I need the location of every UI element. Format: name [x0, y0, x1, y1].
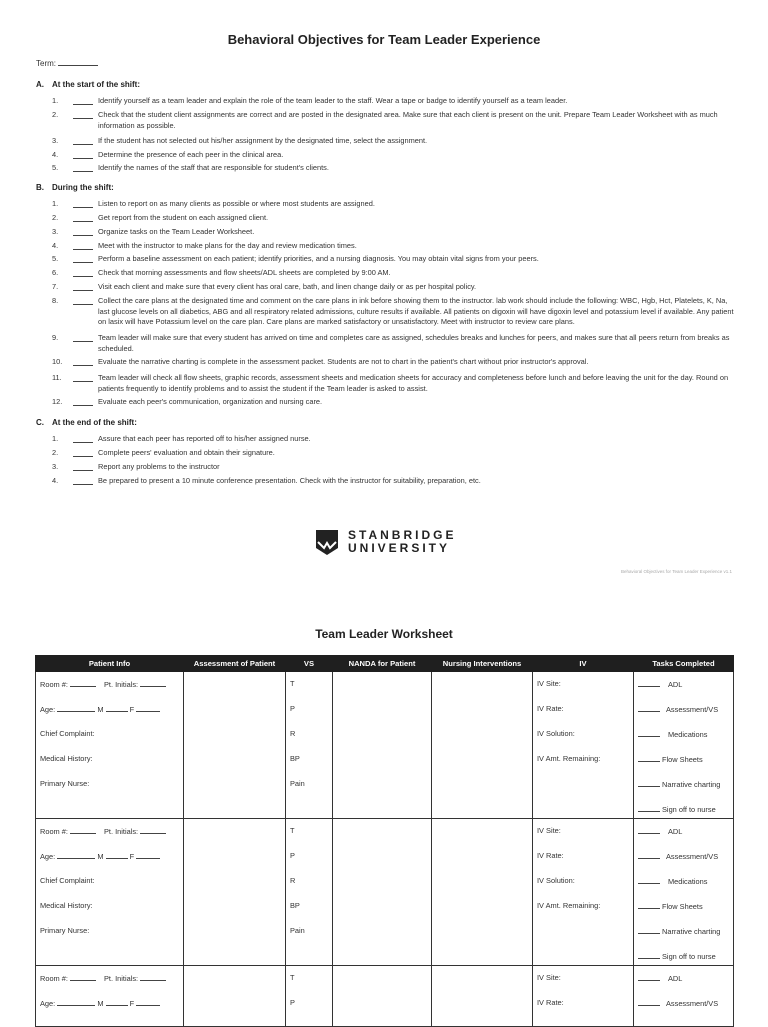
vs-label: P	[290, 998, 295, 1007]
column-header: Tasks Completed	[634, 656, 734, 672]
vs-label: Pain	[290, 926, 305, 935]
age-field[interactable]	[57, 998, 95, 1006]
task-checkoff-blank[interactable]	[638, 973, 660, 981]
task-checkoff-blank[interactable]	[638, 901, 660, 909]
cell-line	[40, 679, 166, 689]
worksheet-header-row	[36, 656, 734, 672]
cell-line	[638, 973, 682, 983]
cell-line	[638, 951, 716, 961]
column-header: VS	[286, 656, 333, 672]
section-letter: B.	[36, 183, 44, 192]
task-checkoff-blank[interactable]	[638, 729, 660, 737]
f-label: F	[129, 999, 135, 1008]
cell-line	[40, 998, 160, 1008]
task-item[interactable]	[638, 827, 682, 836]
vs-label: P	[290, 704, 295, 713]
worksheet-cell[interactable]	[36, 819, 184, 966]
logo-line-1: STANBRIDGE	[348, 528, 457, 542]
cell-line	[638, 754, 703, 764]
room-label: Room #:	[40, 827, 68, 836]
worksheet-cell[interactable]	[36, 672, 184, 819]
room-field[interactable]	[70, 973, 96, 981]
cell-line	[290, 998, 295, 1007]
cell-line	[537, 998, 564, 1007]
chief-complaint-label: Chief Complaint:	[40, 876, 95, 885]
item-number: 7.	[52, 282, 59, 291]
iv-label: IV Rate:	[537, 851, 564, 860]
section-heading-text: At the start of the shift:	[52, 80, 140, 89]
worksheet-row	[36, 966, 734, 1027]
item-text: Evaluate the narrative charting is complete in the assessment packet. Students are not to chart in the patient's chart without prior instructor's approval.	[98, 357, 589, 366]
task-item[interactable]	[638, 952, 716, 961]
iv-label: IV Amt. Remaining:	[537, 754, 601, 763]
task-label: ADL	[668, 827, 683, 836]
item-text: Report any problems to the instructor	[98, 462, 220, 471]
task-checkoff-blank[interactable]	[638, 951, 660, 959]
worksheet-title: Team Leader Worksheet	[315, 627, 453, 641]
room-label: Room #:	[40, 974, 68, 983]
task-item[interactable]	[638, 805, 716, 814]
cell-line	[40, 754, 93, 763]
task-label: Assessment/VS	[666, 999, 719, 1008]
worksheet-cell[interactable]	[333, 966, 432, 1027]
term-blank[interactable]	[58, 65, 98, 66]
task-label: Medications	[668, 730, 708, 739]
objective-item	[52, 357, 736, 368]
item-number: 9.	[52, 333, 59, 342]
worksheet-cell[interactable]	[634, 819, 734, 966]
checkoff-blank[interactable]	[73, 296, 93, 305]
task-checkoff-blank[interactable]	[638, 679, 660, 687]
item-text: Perform a baseline assessment on each patient; identify priorities, and a nursing diagnosis. You may obtain vital signs from your peers.	[98, 254, 539, 263]
cell-line	[290, 779, 305, 788]
item-text: Determine the presence of each peer in the clinical area.	[98, 150, 284, 159]
vs-label: T	[290, 973, 295, 982]
age-label: Age:	[40, 852, 56, 861]
worksheet-cell	[286, 819, 333, 966]
task-label: Narrative charting	[662, 927, 721, 936]
checkoff-blank[interactable]	[73, 373, 93, 382]
worksheet-cell[interactable]	[634, 672, 734, 819]
item-number: 11.	[52, 373, 62, 382]
objective-item	[52, 373, 736, 394]
item-number: 12.	[52, 397, 63, 406]
cell-line	[290, 826, 295, 835]
checkoff-blank[interactable]	[73, 241, 93, 250]
item-number: 3.	[52, 462, 59, 471]
task-label: ADL	[668, 680, 683, 689]
primary-nurse-label: Primary Nurse:	[40, 779, 90, 788]
initials-field[interactable]	[140, 679, 166, 687]
section-heading-text: At the end of the shift:	[52, 418, 137, 427]
worksheet-cell[interactable]	[333, 819, 432, 966]
room-field[interactable]	[70, 826, 96, 834]
task-item[interactable]	[638, 927, 720, 936]
cell-line	[290, 851, 295, 860]
item-text: Visit each client and make sure that every client has oral care, bath, and linen change daily or as per hospital policy.	[98, 282, 477, 291]
column-header: Patient Info	[36, 656, 184, 672]
iv-label: IV Solution:	[537, 729, 575, 738]
checkoff-blank[interactable]	[73, 268, 93, 277]
f-label: F	[129, 852, 135, 861]
vs-label: BP	[290, 901, 300, 910]
f-field[interactable]	[136, 704, 160, 712]
item-text: Identify yourself as a team leader and explain the role of the team leader to the staff. Wear a tape or badge to identify yourself as a team leader.	[98, 96, 568, 105]
f-field[interactable]	[136, 998, 160, 1006]
task-label: ADL	[668, 974, 683, 983]
section-heading	[36, 418, 137, 427]
task-label: Narrative charting	[662, 780, 721, 789]
column-header: NANDA for Patient	[333, 656, 432, 672]
cell-line	[40, 901, 93, 910]
initials-label: Pt. Initials:	[104, 974, 139, 983]
checkoff-blank[interactable]	[73, 163, 93, 172]
worksheet-cell	[286, 966, 333, 1027]
task-checkoff-blank[interactable]	[638, 754, 660, 762]
worksheet-cell	[286, 672, 333, 819]
initials-label: Pt. Initials:	[104, 680, 139, 689]
checkoff-blank[interactable]	[73, 333, 93, 342]
item-text: Complete peers' evaluation and obtain their signature.	[98, 448, 275, 457]
item-text: Get report from the student on each assigned client.	[98, 213, 269, 222]
cell-line	[638, 679, 682, 689]
iv-label: IV Rate:	[537, 998, 564, 1007]
age-label: Age:	[40, 999, 56, 1008]
objective-item	[52, 110, 736, 131]
item-text: Organize tasks on the Team Leader Worksheet.	[98, 227, 255, 236]
objective-item	[52, 254, 736, 265]
m-label: M	[97, 852, 104, 861]
objective-item	[52, 136, 736, 147]
checkoff-blank[interactable]	[73, 227, 93, 236]
age-field[interactable]	[57, 851, 95, 859]
item-number: 4.	[52, 150, 59, 159]
column-header: IV	[533, 656, 634, 672]
task-item[interactable]	[638, 755, 703, 764]
column-header: Assessment of Patient	[184, 656, 286, 672]
item-text: Check that the student client assignments are correct and are posted in the designated area. Make sure that each client is present on the unit. Prepare Team Leader Worksheet with as much information as possible.	[98, 110, 718, 130]
item-number: 6.	[52, 268, 59, 277]
task-checkoff-blank[interactable]	[638, 851, 660, 859]
section-letter: A.	[36, 80, 44, 89]
age-field[interactable]	[57, 704, 95, 712]
logo-line-2: UNIVERSITY	[348, 541, 451, 555]
task-item[interactable]	[638, 730, 707, 739]
task-checkoff-blank[interactable]	[638, 704, 660, 712]
cell-line	[537, 973, 561, 982]
cell-line	[537, 876, 575, 885]
m-field[interactable]	[106, 704, 128, 712]
section-heading	[36, 80, 140, 89]
objective-item	[52, 333, 736, 354]
cell-line	[537, 729, 575, 738]
item-number: 3.	[52, 136, 59, 145]
worksheet-cell[interactable]	[432, 672, 533, 819]
task-label: Flow Sheets	[662, 902, 703, 911]
item-text: Listen to report on as many clients as possible or where most students are assigned.	[98, 199, 375, 208]
iv-label: IV Site:	[537, 826, 561, 835]
task-checkoff-blank[interactable]	[638, 998, 660, 1006]
checkoff-blank[interactable]	[73, 150, 93, 159]
cell-line	[537, 754, 600, 763]
section-heading	[36, 183, 114, 192]
checkoff-blank[interactable]	[73, 213, 93, 222]
cell-line	[537, 851, 564, 860]
item-number: 5.	[52, 163, 59, 172]
item-number: 1.	[52, 199, 59, 208]
checkoff-blank[interactable]	[73, 434, 93, 443]
f-label: F	[129, 705, 135, 714]
worksheet-cell[interactable]	[533, 672, 634, 819]
item-number: 8.	[52, 296, 59, 305]
item-text: Team leader will make sure that every student has arrived on time and completes care as assigned, schedules breaks and lunches for peers, and makes sure that all peers return from breaks as scheduled.	[98, 333, 730, 353]
objective-item	[52, 241, 736, 252]
item-text: Be prepared to present a 10 minute conference presentation. Check with the instructor for suitability, preparation, etc.	[98, 476, 481, 485]
worksheet-cell[interactable]	[184, 966, 286, 1027]
cell-line	[290, 704, 295, 713]
objective-item	[52, 296, 736, 328]
item-text: Evaluate each peer's communication, organization and nursing care.	[98, 397, 323, 406]
cell-line	[290, 901, 300, 910]
team-leader-worksheet-table	[35, 655, 734, 1027]
task-item[interactable]	[638, 680, 682, 689]
objective-item	[52, 462, 736, 473]
cell-line	[638, 729, 707, 739]
m-label: M	[97, 999, 104, 1008]
checkoff-blank[interactable]	[73, 397, 93, 406]
item-number: 10.	[52, 357, 63, 366]
task-checkoff-blank[interactable]	[638, 779, 660, 787]
cell-line	[638, 804, 716, 814]
vs-label: R	[290, 876, 296, 885]
age-label: Age:	[40, 705, 56, 714]
checkoff-blank[interactable]	[73, 462, 93, 471]
term-field	[36, 59, 98, 68]
item-number: 4.	[52, 241, 59, 250]
checkoff-blank[interactable]	[73, 254, 93, 263]
room-label: Room #:	[40, 680, 68, 689]
worksheet-cell[interactable]	[432, 819, 533, 966]
task-item[interactable]	[638, 780, 720, 789]
item-text: Meet with the instructor to make plans for the day and review medication times.	[98, 241, 357, 250]
iv-label: IV Site:	[537, 973, 561, 982]
stanbridge-shield-icon	[314, 528, 340, 556]
cell-line	[638, 851, 718, 861]
section-heading-text: During the shift:	[52, 183, 114, 192]
cell-line	[40, 826, 166, 836]
cell-line	[40, 876, 95, 885]
task-item[interactable]	[638, 974, 682, 983]
item-number: 4.	[52, 476, 59, 485]
worksheet-cell[interactable]	[533, 819, 634, 966]
worksheet-cell[interactable]	[533, 966, 634, 1027]
task-item[interactable]	[638, 902, 703, 911]
section-letter: C.	[36, 418, 44, 427]
task-item[interactable]	[638, 877, 707, 886]
objective-item	[52, 268, 736, 279]
medical-history-label: Medical History:	[40, 754, 93, 763]
initials-field[interactable]	[140, 826, 166, 834]
worksheet-cell[interactable]	[36, 966, 184, 1027]
cell-line	[290, 679, 295, 688]
task-label: Assessment/VS	[666, 705, 719, 714]
worksheet-row	[36, 672, 734, 819]
term-label: Term:	[36, 59, 56, 68]
iv-label: IV Site:	[537, 679, 561, 688]
checkoff-blank[interactable]	[73, 448, 93, 457]
cell-line	[40, 704, 160, 714]
iv-label: IV Rate:	[537, 704, 564, 713]
footer-version-note: Behavioral Objectives for Team Leader Experience v1.1	[621, 569, 732, 574]
worksheet-cell[interactable]	[184, 819, 286, 966]
item-number: 2.	[52, 213, 59, 222]
item-number: 3.	[52, 227, 59, 236]
cell-line	[638, 704, 718, 714]
m-field[interactable]	[106, 998, 128, 1006]
item-number: 2.	[52, 110, 59, 119]
objective-item	[52, 434, 736, 445]
task-label: Flow Sheets	[662, 755, 703, 764]
item-number: 1.	[52, 434, 59, 443]
cell-line	[638, 779, 720, 789]
checkoff-blank[interactable]	[73, 199, 93, 208]
cell-line	[537, 679, 561, 688]
task-label: Sign off to nurse	[662, 805, 716, 814]
checkoff-blank[interactable]	[73, 96, 93, 105]
iv-label: IV Amt. Remaining:	[537, 901, 601, 910]
cell-line	[537, 901, 600, 910]
f-field[interactable]	[136, 851, 160, 859]
objective-item	[52, 227, 736, 238]
university-logo	[314, 528, 456, 556]
cell-line	[638, 876, 707, 886]
vs-label: Pain	[290, 779, 305, 788]
objective-item	[52, 199, 736, 210]
item-number: 5.	[52, 254, 59, 263]
objective-item	[52, 282, 736, 293]
item-text: Team leader will check all flow sheets, graphic records, assessment sheets and medication sheets for accuracy and completeness before lunch and before leaving the unit for the day. Round on patients frequently to identify problems and to assist the student if the Team leader is asked to assist.	[98, 373, 729, 393]
document-title: Behavioral Objectives for Team Leader Experience	[227, 32, 541, 47]
cell-line	[638, 901, 703, 911]
room-field[interactable]	[70, 679, 96, 687]
vs-label: R	[290, 729, 296, 738]
item-text: Check that morning assessments and flow sheets/ADL sheets are completed by 9:00 AM.	[98, 268, 391, 277]
cell-line	[40, 779, 89, 788]
cell-line	[290, 754, 300, 763]
task-checkoff-blank[interactable]	[638, 876, 660, 884]
worksheet-cell[interactable]	[184, 672, 286, 819]
checkoff-blank[interactable]	[73, 110, 93, 119]
objective-item	[52, 448, 736, 459]
task-checkoff-blank[interactable]	[638, 926, 660, 934]
vs-label: BP	[290, 754, 300, 763]
task-label: Sign off to nurse	[662, 952, 716, 961]
objective-item	[52, 397, 736, 408]
checkoff-blank[interactable]	[73, 357, 93, 366]
objective-item	[52, 150, 736, 161]
cell-line	[40, 926, 89, 935]
cell-line	[40, 851, 160, 861]
m-label: M	[97, 705, 104, 714]
task-item[interactable]	[638, 999, 718, 1008]
cell-line	[290, 973, 295, 982]
initials-field[interactable]	[140, 973, 166, 981]
item-text: Collect the care plans at the designated time and comment on the care plans in ink before showing them to the instructor. lab work should include the following: WBC, Hgb, Hct, Platelets, K, Na, last glucose levels on all diabetics, ABG and all respiratory related admissions, culture results if available. All patients on digoxin will have digoxin level and potassium level if available. Any patient on lasix will have Potassium level on the care plan. Care plans are marked satisfactory or unsatisfactory. Meet with instructor to review care plans.	[98, 296, 734, 326]
objective-item	[52, 96, 736, 107]
cell-line	[290, 729, 295, 738]
medical-history-label: Medical History:	[40, 901, 93, 910]
checkoff-blank[interactable]	[73, 282, 93, 291]
m-field[interactable]	[106, 851, 128, 859]
task-label: Assessment/VS	[666, 852, 719, 861]
cell-line	[638, 826, 682, 836]
cell-line	[638, 926, 720, 936]
item-text: Identify the names of the staff that are responsible for student's clients.	[98, 163, 329, 172]
task-item[interactable]	[638, 852, 718, 861]
vs-label: T	[290, 826, 295, 835]
checkoff-blank[interactable]	[73, 136, 93, 145]
primary-nurse-label: Primary Nurse:	[40, 926, 90, 935]
cell-line	[40, 973, 166, 983]
vs-label: P	[290, 851, 295, 860]
objective-item	[52, 163, 736, 174]
worksheet-cell[interactable]	[432, 966, 533, 1027]
item-number: 2.	[52, 448, 59, 457]
cell-line	[537, 826, 561, 835]
item-text: If the student has not selected out his/her assignment by the designated time, select the assignment.	[98, 136, 428, 145]
cell-line	[638, 998, 718, 1008]
iv-label: IV Solution:	[537, 876, 575, 885]
worksheet-row	[36, 819, 734, 966]
cell-line	[290, 926, 305, 935]
cell-line	[40, 729, 95, 738]
chief-complaint-label: Chief Complaint:	[40, 729, 95, 738]
task-checkoff-blank[interactable]	[638, 826, 660, 834]
task-label: Medications	[668, 877, 708, 886]
checkoff-blank[interactable]	[73, 476, 93, 485]
column-header: Nursing Interventions	[432, 656, 533, 672]
cell-line	[537, 704, 564, 713]
vs-label: T	[290, 679, 295, 688]
task-item[interactable]	[638, 705, 718, 714]
objective-item	[52, 476, 736, 487]
cell-line	[290, 876, 295, 885]
worksheet-cell[interactable]	[634, 966, 734, 1027]
task-checkoff-blank[interactable]	[638, 804, 660, 812]
initials-label: Pt. Initials:	[104, 827, 139, 836]
objective-item	[52, 213, 736, 224]
logo-wordmark	[348, 529, 456, 555]
worksheet-cell[interactable]	[333, 672, 432, 819]
item-text: Assure that each peer has reported off to his/her assigned nurse.	[98, 434, 311, 443]
item-number: 1.	[52, 96, 59, 105]
